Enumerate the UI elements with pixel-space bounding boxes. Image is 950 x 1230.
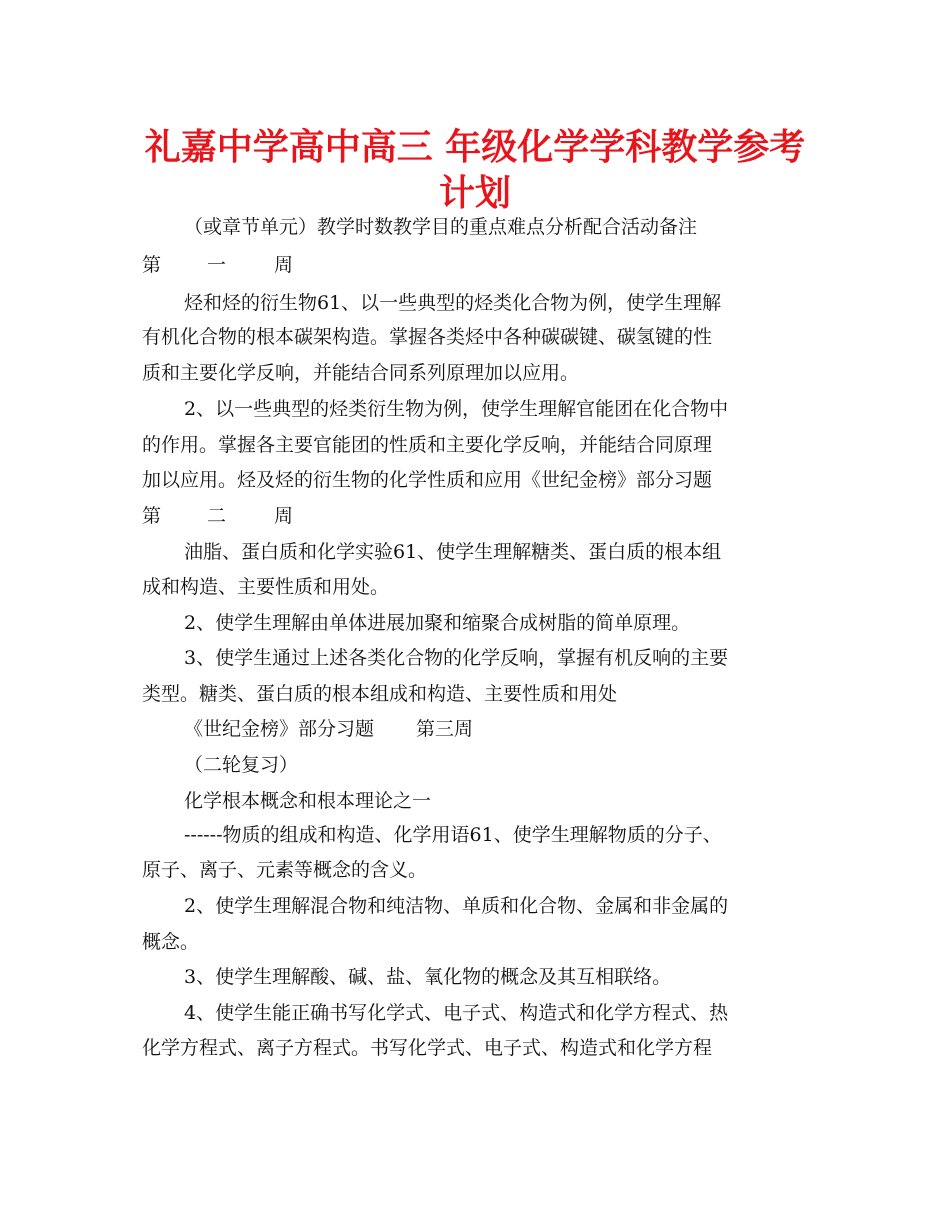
week-suffix: 周 — [454, 718, 474, 740]
paragraph-line: 加以应用。烃及烃的衍生物的化学性质和应用《世纪金榜》部分习题 — [142, 469, 713, 491]
week-number: 二 — [207, 505, 227, 527]
paragraph-line: 2、使学生理解混合物和纯洁物、单质和化合物、金属和非金属的 — [184, 895, 729, 917]
paragraph-line: 烃和烃的衍生物61、以一些典型的烃类化合物为例，使学生理解 — [184, 292, 722, 314]
paragraph-line: 有机化合物的根本碳架构造。掌握各类烃中各种碳碳键、碳氢键的性 — [142, 326, 713, 348]
paragraph-line: 油脂、蛋白质和化学实验61、使学生理解糖类、蛋白质的根本组 — [184, 541, 722, 563]
paragraph-line: 4、使学生能正确书写化学式、电子式、构造式和化学方程式、热 — [184, 1002, 729, 1024]
reference-text: 《世纪金榜》部分习题 — [184, 718, 375, 740]
paragraph-line: 3、使学生理解酸、碱、盐、氧化物的概念及其互相联络。 — [184, 966, 672, 988]
paragraph-line: 质和主要化学反响，并能结合同系列原理加以应用。 — [142, 362, 580, 384]
document-title: 礼嘉中学高中高三 年级化学学科教学参考 — [144, 127, 806, 168]
paragraph-line: 3、使学生通过上述各类化合物的化学反响，掌握有机反响的主要 — [184, 647, 729, 669]
week-one-label — [142, 252, 842, 278]
week-suffix: 周 — [274, 505, 294, 527]
paragraph-line: 化学方程式、离子方程式。书写化学式、电子式、构造式和化学方程 — [142, 1037, 713, 1059]
table-header-text: （或章节单元）教学时数教学目的重点难点分析配合活动备注 — [184, 216, 698, 238]
paragraph-line: ------物质的组成和构造、化学用语61、使学生理解物质的分子、 — [184, 824, 722, 846]
paragraph-line: （二轮复习） — [184, 754, 299, 776]
paragraph-line: 原子、离子、元素等概念的含义。 — [142, 859, 428, 881]
week-number: 三 — [435, 718, 455, 740]
paragraph-line: 概念。 — [142, 931, 200, 953]
week-prefix: 第 — [416, 718, 436, 740]
week-prefix: 第 — [142, 505, 162, 527]
week-suffix: 周 — [274, 254, 294, 276]
paragraph-line: 2、使学生理解由单体进展加聚和缩聚合成树脂的简单原理。 — [184, 612, 691, 634]
paragraph-line: 类型。糖类、蛋白质的根本组成和构造、主要性质和用处 — [142, 683, 618, 705]
week-three-row — [184, 716, 884, 742]
week-prefix: 第 — [142, 254, 162, 276]
document-title-continued: 计划 — [438, 173, 511, 214]
paragraph-line: 的作用。掌握各主要官能团的性质和主要化学反响，并能结合同原理 — [142, 434, 713, 456]
week-number: 一 — [207, 254, 227, 276]
week-two-label — [142, 503, 842, 529]
paragraph-line: 2、以一些典型的烃类衍生物为例，使学生理解官能团在化合物中 — [184, 398, 729, 420]
paragraph-line: 化学根本概念和根本理论之一 — [184, 790, 432, 812]
paragraph-line: 成和构造、主要性质和用处。 — [142, 576, 390, 598]
